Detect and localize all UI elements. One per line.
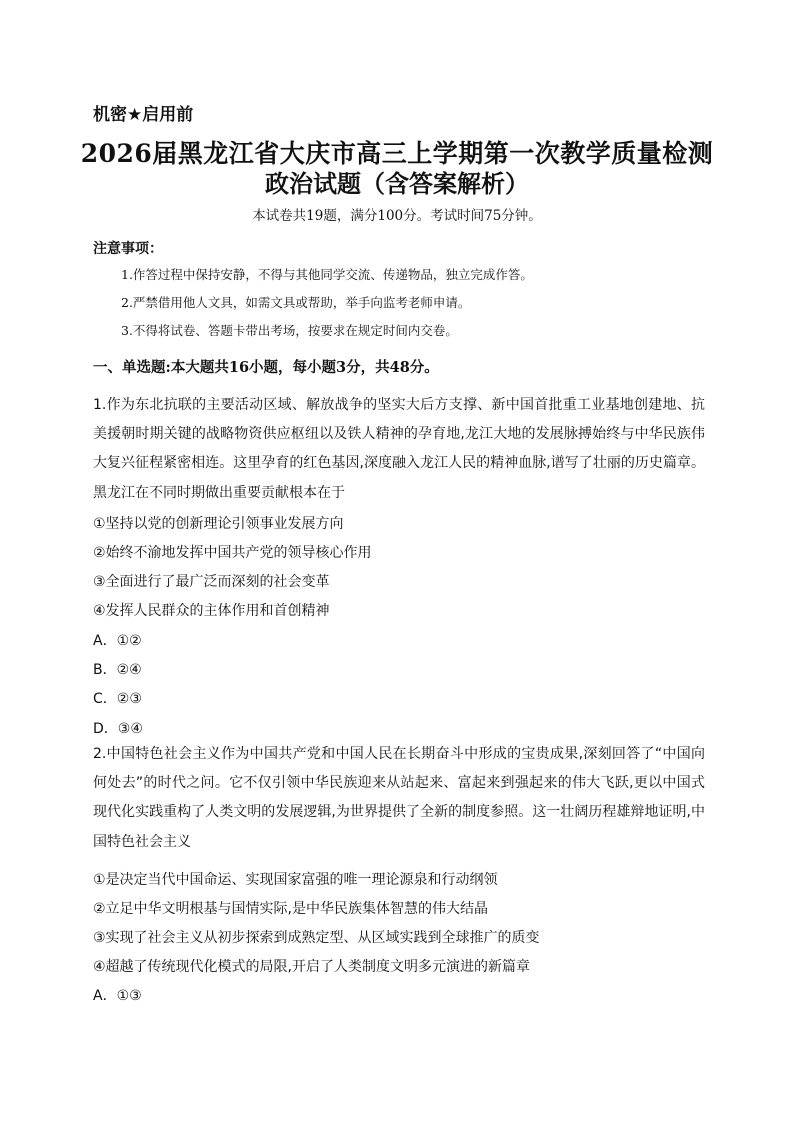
question-1-option-c[interactable]: C．②③ (93, 691, 142, 707)
question-1-statement-3: ③全面进行了最广泛而深刻的社会变革 (93, 574, 330, 590)
question-1-statement-1: ①坚持以党的创新理论引领事业发展方向 (93, 516, 344, 532)
question-2-option-a[interactable]: A．①③ (93, 988, 142, 1004)
question-2-stem: 2.中国特色社会主义作为中国共产党和中国人民在长期奋斗中形成的宝贵成果,深刻回答了“中国向何处去”的时代之问。它不仅引领中华民族迎来从站起来、富起来到强起来的伟大飞跃,更以中国式现代化实践重构了人类文明的发展逻辑,为世界提供了全新的制度参照。这一壮阔历程雄辩地证明,中国特色社会主义 (93, 746, 705, 850)
question-2-statement-4: ④超越了传统现代化模式的局限,开启了人类制度文明多元演进的新篇章 (93, 959, 530, 975)
notice-item: 2.严禁借用他人文具，如需文具或帮助，举手向监考老师申请。 (121, 295, 471, 310)
notice-item: 3.不得将试卷、答题卡带出考场，按要求在规定时间内交卷。 (121, 323, 458, 338)
exam-subject-title: 政治试题（含答案解析） (265, 169, 529, 198)
question-1-option-d[interactable]: D．③④ (93, 721, 143, 737)
question-1-stem: 1.作为东北抗联的主要活动区域、解放战争的坚实大后方支撑、新中国首批重工业基地创建地、抗美援朝时期关键的战略物资供应枢纽以及铁人精神的孕育地,龙江大地的发展脉搏始终与中华民族伟大复兴征程紧密相连。这里孕育的红色基因,深度融入龙江人民的精神血脉,谱写了壮丽的历史篇章。黑龙江在不同时期做出重要贡献根本在于 (93, 397, 705, 501)
section-heading: 一、单选题:本大题共16小题，每小题3分，共48分。 (93, 359, 439, 376)
question-2-statement-2: ②立足中华文明根基与国情实际,是中华民族集体智慧的伟大结晶 (93, 901, 488, 917)
question-1-statement-4: ④发挥人民群众的主体作用和首创精神 (93, 603, 330, 619)
exam-info: 本试卷共19题，满分100分。考试时间75分钟。 (252, 208, 542, 224)
confidential-label: 机密★启用前 (93, 105, 194, 125)
question-1-option-a[interactable]: A．①② (93, 633, 142, 649)
question-1-statement-2: ②始终不渝地发挥中国共产党的领导核心作用 (93, 545, 372, 561)
notice-heading: 注意事项： (93, 241, 163, 257)
notice-item: 1.作答过程中保持安静，不得与其他同学交流、传递物品，独立完成作答。 (121, 267, 533, 282)
question-1-option-b[interactable]: B．②④ (93, 662, 142, 678)
question-2-statement-1: ①是决定当代中国命运、实现国家富强的唯一理论源泉和行动纲领 (93, 872, 498, 888)
exam-title: 2026届黑龙江省大庆市高三上学期第一次教学质量检测 (80, 139, 714, 168)
question-2-statement-3: ③实现了社会主义从初步探索到成熟定型、从区域实践到全球推广的质变 (93, 930, 540, 946)
